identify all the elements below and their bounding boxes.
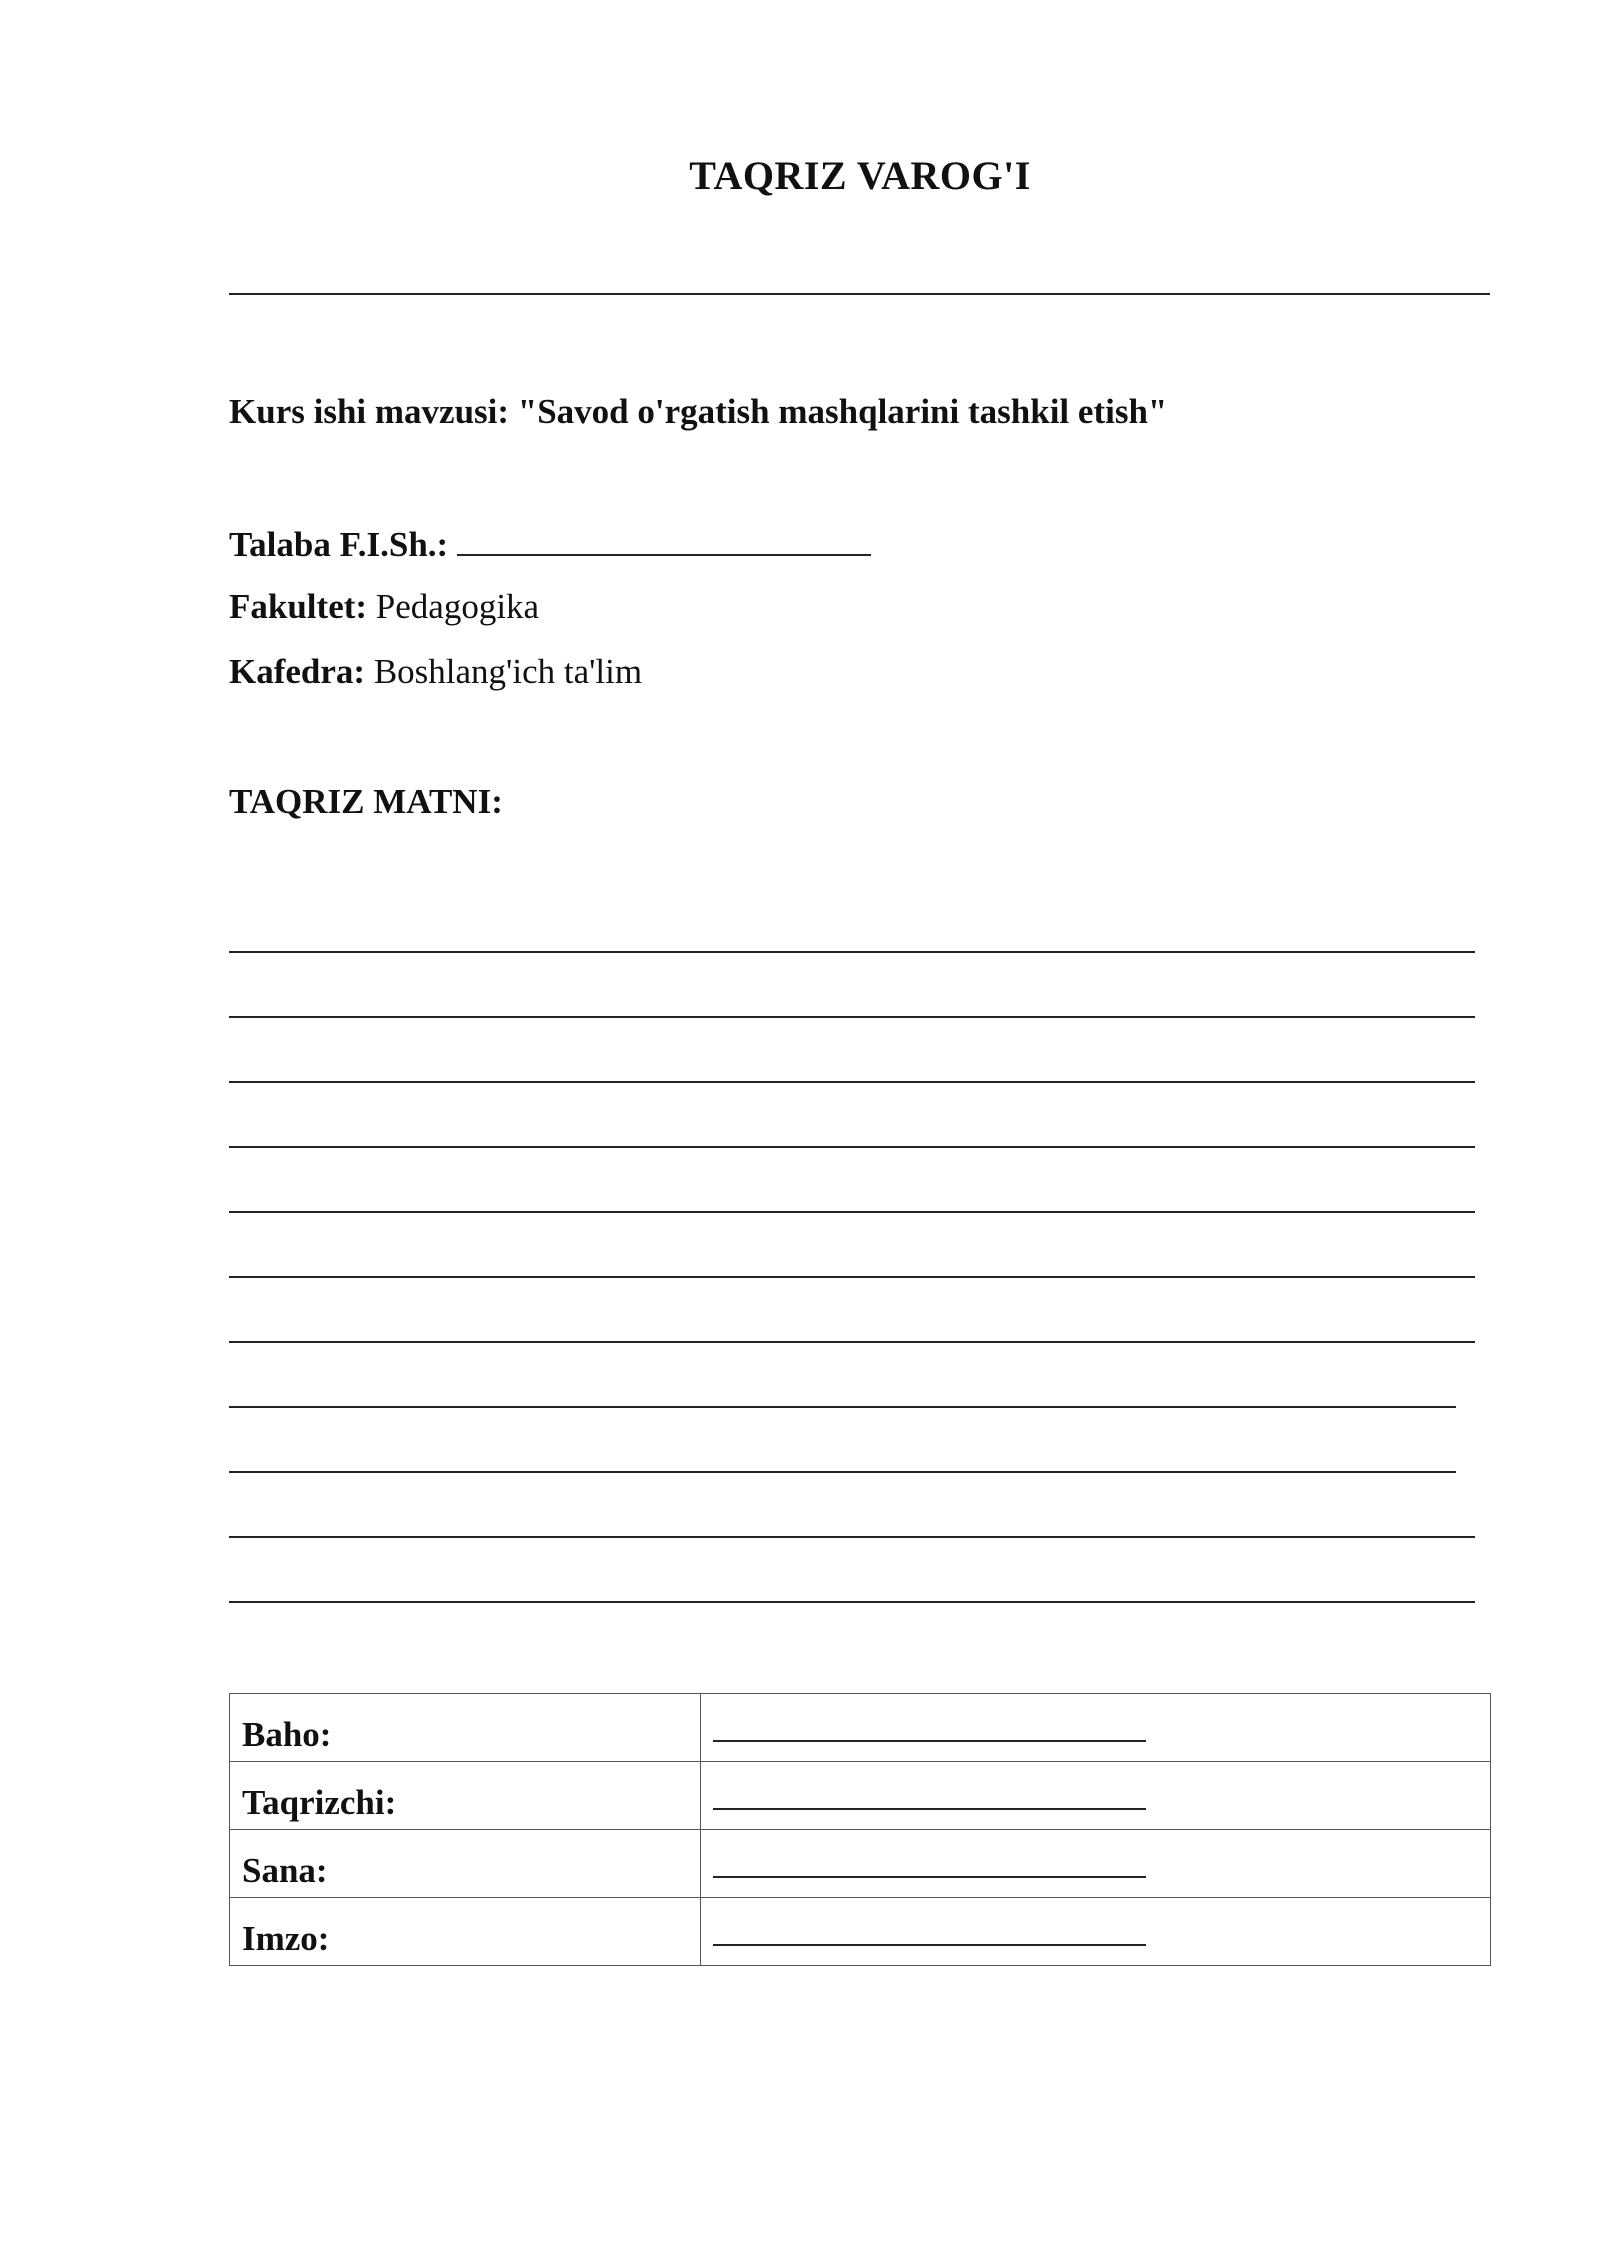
review-line	[229, 1016, 1475, 1018]
reviewer-value-cell	[701, 1762, 1491, 1830]
student-name-label: Talaba F.I.Sh.:	[229, 525, 449, 564]
review-line	[229, 951, 1475, 953]
signature-label: Imzo:	[230, 1898, 701, 1966]
grade-label: Baho:	[230, 1694, 701, 1762]
review-line	[229, 1276, 1475, 1278]
review-line	[229, 1536, 1475, 1538]
signature-blank	[713, 1944, 1146, 1946]
faculty-label: Fakultet:	[229, 587, 368, 626]
table-row	[230, 1898, 1491, 1966]
faculty-row	[229, 587, 539, 627]
department-label: Kafedra:	[229, 652, 366, 691]
title-divider	[229, 293, 1490, 295]
department-row	[229, 652, 642, 692]
grade-table	[229, 1693, 1491, 1966]
review-line	[229, 1406, 1456, 1408]
review-line	[229, 1601, 1475, 1603]
grade-blank	[713, 1740, 1146, 1742]
review-line	[229, 1081, 1475, 1083]
table-row	[230, 1694, 1491, 1762]
date-value-cell	[701, 1830, 1491, 1898]
faculty-value: Pedagogika	[375, 587, 540, 626]
table-row	[230, 1830, 1491, 1898]
signature-value-cell	[701, 1898, 1491, 1966]
student-name-row	[229, 522, 871, 565]
grade-value-cell	[701, 1694, 1491, 1762]
document-title: TAQRIZ VAROG'I	[689, 153, 1031, 198]
review-heading: TAQRIZ MATNI:	[229, 782, 503, 821]
course-topic: Kurs ishi mavzusi: "Savod o'rgatish mashqlarini tashkil etish"	[229, 392, 1168, 431]
reviewer-label: Taqrizchi:	[230, 1762, 701, 1830]
review-line	[229, 1341, 1475, 1343]
department-value: Boshlang'ich ta'lim	[373, 652, 643, 691]
table-row	[230, 1762, 1491, 1830]
student-name-blank	[457, 522, 871, 556]
review-line	[229, 1211, 1475, 1213]
date-blank	[713, 1876, 1146, 1878]
review-line	[229, 1471, 1456, 1473]
review-line	[229, 1146, 1475, 1148]
reviewer-blank	[713, 1808, 1146, 1810]
date-label: Sana:	[230, 1830, 701, 1898]
